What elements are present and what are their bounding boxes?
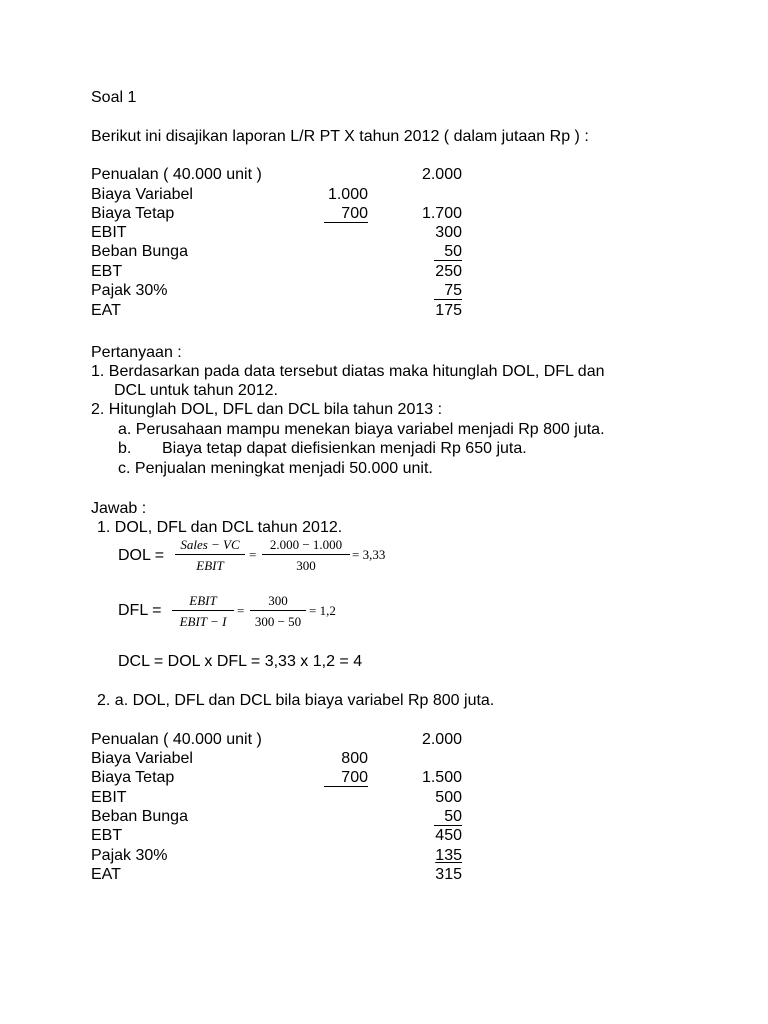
- row-label: Biaya Tetap: [91, 205, 175, 222]
- row-value: 250: [435, 263, 462, 280]
- row-value: 50: [434, 808, 462, 826]
- row-label: EBIT: [91, 789, 127, 806]
- dfl-numerator-values: 300: [268, 593, 288, 608]
- dfl-formula-fraction: [172, 593, 234, 631]
- dol-denominator-values: 300: [296, 558, 316, 573]
- dfl-numerator: EBIT: [189, 593, 217, 608]
- row-label: EAT: [91, 866, 121, 883]
- questions-heading: Pertanyaan :: [91, 344, 182, 361]
- dol-label: DOL =: [118, 547, 165, 564]
- row-label: Pajak 30%: [91, 847, 168, 864]
- row-value: 2.000: [421, 731, 462, 748]
- dfl-denominator: EBIT − I: [179, 614, 227, 629]
- fraction-bar: [172, 610, 234, 611]
- question-1: 1. Berdasarkan pada data tersebut diatas maka hitunglah DOL, DFL dan: [91, 363, 605, 380]
- row-value: 75: [434, 282, 462, 300]
- row-value: 300: [435, 224, 462, 241]
- row-value: 50: [434, 243, 462, 261]
- dfl-values-fraction: [250, 593, 306, 631]
- dfl-label: DFL =: [118, 602, 162, 619]
- row-value: 315: [435, 866, 462, 883]
- row-value: 450: [435, 827, 462, 844]
- dol-numerator: Sales − VC: [180, 537, 240, 552]
- dcl-calculation: DCL = DOL x DFL = 3,33 x 1,2 = 4: [118, 653, 363, 670]
- question-1-cont: DCL untuk tahun 2012.: [114, 382, 278, 399]
- question-2b-letter: b.: [118, 440, 132, 457]
- row-label: Penualan ( 40.000 unit ): [91, 731, 262, 748]
- row-value: 800: [341, 750, 368, 767]
- row-value: 2.000: [421, 166, 462, 183]
- row-value: 175: [435, 302, 462, 319]
- question-2c: c. Penjualan meningkat menjadi 50.000 unit.: [118, 460, 433, 477]
- row-value: 700: [324, 205, 368, 223]
- row-value: 1.700: [421, 205, 462, 222]
- dol-formula-fraction: [175, 537, 245, 575]
- dol-denominator: EBIT: [196, 558, 224, 573]
- row-label: Beban Bunga: [91, 243, 188, 260]
- row-label: Beban Bunga: [91, 808, 188, 825]
- dol-numerator-values: 2.000 − 1.000: [269, 537, 343, 552]
- dfl-result: = 1,2: [309, 603, 336, 618]
- row-label: Penualan ( 40.000 unit ): [91, 166, 262, 183]
- row-value: 1.500: [421, 769, 462, 786]
- row-value: 500: [435, 789, 462, 806]
- fraction-bar: [175, 554, 245, 555]
- row-label: EBIT: [91, 224, 127, 241]
- row-label: Pajak 30%: [91, 282, 168, 299]
- question-2: 2. Hitunglah DOL, DFL dan DCL bila tahun 2013 :: [91, 401, 443, 418]
- question-2a: a. Perusahaan mampu menekan biaya variabel menjadi Rp 800 juta.: [118, 421, 605, 438]
- fraction-bar: [250, 610, 306, 611]
- row-value: 700: [324, 769, 368, 787]
- row-value: 1.000: [327, 186, 368, 203]
- intro-text: Berikut ini disajikan laporan L/R PT X tahun 2012 ( dalam jutaan Rp ) :: [91, 128, 589, 145]
- row-label: EBT: [91, 263, 123, 280]
- dol-values-fraction: [262, 537, 350, 575]
- row-label: Biaya Variabel: [91, 750, 193, 767]
- equals-sign: =: [237, 603, 245, 618]
- question-2b: Biaya tetap dapat diefisienkan menjadi Rp 650 juta.: [162, 440, 527, 457]
- row-label: EBT: [91, 827, 123, 844]
- answer-heading: Jawab :: [91, 500, 147, 517]
- dol-result: = 3,33: [352, 547, 386, 562]
- row-label: Biaya Tetap: [91, 769, 175, 786]
- row-label: EAT: [91, 302, 121, 319]
- answer-1: 1. DOL, DFL dan DCL tahun 2012.: [97, 519, 343, 536]
- row-label: Biaya Variabel: [91, 186, 193, 203]
- equals-sign: =: [249, 547, 257, 562]
- row-value: 135: [435, 847, 462, 864]
- dfl-denominator-values: 300 − 50: [254, 614, 302, 629]
- question-title: Soal 1: [91, 89, 137, 106]
- fraction-bar: [262, 554, 350, 555]
- answer-2a: 2. a. DOL, DFL dan DCL bila biaya variabel Rp 800 juta.: [97, 692, 495, 709]
